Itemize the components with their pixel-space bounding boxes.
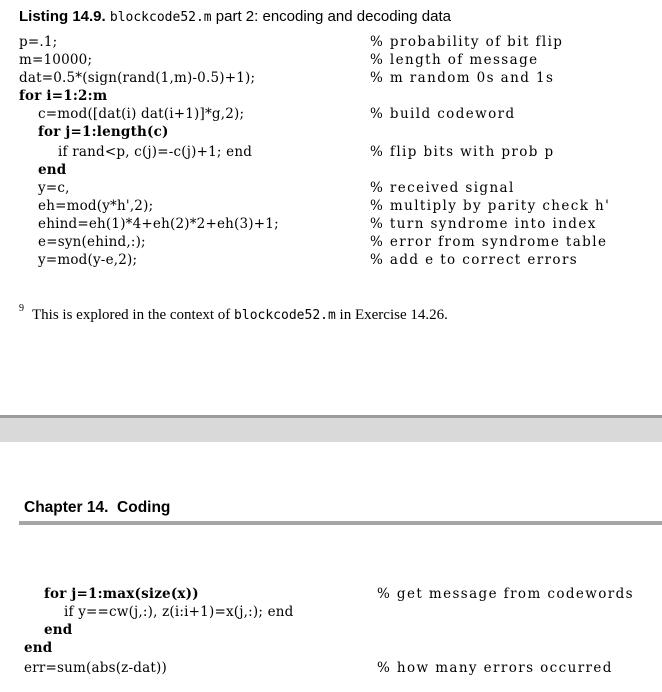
- code-line: y=c,: [38, 180, 70, 196]
- chapter-header: Chapter 14. Coding: [24, 499, 171, 516]
- code-line: for i=1:2:m: [19, 88, 108, 104]
- code-line: p=.1;: [19, 34, 58, 50]
- code-line: y=mod(y-e,2);: [38, 252, 138, 268]
- code-line: dat=0.5*(sign(rand(1,m)-0.5)+1);: [19, 70, 256, 86]
- code-line: c=mod([dat(i) dat(i+1)]*g,2);: [38, 106, 245, 122]
- code-line: end: [24, 640, 53, 656]
- code-line: end: [38, 162, 67, 178]
- footnote-filename: blockcode52.m: [234, 308, 336, 323]
- listing-filename: blockcode52.m: [109, 10, 212, 25]
- footnote-mark: 9: [19, 303, 24, 314]
- code-line: eh=mod(y*h',2);: [38, 198, 154, 214]
- code-comment: % received signal: [370, 180, 515, 196]
- code-comment: % multiply by parity check h': [370, 198, 611, 214]
- footnote-text: This is explored in the context of: [32, 307, 235, 323]
- code-comment: % turn syndrome into index: [370, 216, 597, 232]
- chapter-rule: [19, 521, 662, 525]
- code-comment: % length of message: [370, 52, 539, 68]
- code-line: end: [44, 622, 73, 638]
- code-comment: % add e to correct errors: [370, 252, 579, 268]
- code-line: m=10000;: [19, 52, 93, 68]
- listing-caption-text: part 2: encoding and decoding data: [211, 8, 451, 25]
- code-line: if y==cw(j,:), z(i:i+1)=x(j,:); end: [64, 604, 294, 620]
- code-comment: % how many errors occurred: [377, 660, 613, 676]
- code-comment: % build codeword: [370, 106, 516, 122]
- code-line: ehind=eh(1)*4+eh(2)*2+eh(3)+1;: [38, 216, 279, 232]
- code-line: err=sum(abs(z-dat)): [24, 660, 167, 676]
- code-line: if rand<p, c(j)=-c(j)+1; end: [58, 144, 253, 160]
- code-comment: % error from syndrome table: [370, 234, 608, 250]
- footnote: [19, 305, 448, 324]
- listing-caption: [19, 8, 451, 25]
- code-line: for j=1:max(size(x)): [44, 586, 199, 602]
- code-line: for j=1:length(c): [38, 124, 169, 140]
- code-comment: % get message from codewords: [377, 586, 634, 602]
- code-comment: % m random 0s and 1s: [370, 70, 555, 86]
- page-gap: [0, 415, 662, 442]
- code-line: e=syn(ehind,:);: [38, 234, 146, 250]
- code-comment: % probability of bit flip: [370, 34, 564, 50]
- page-edge-line: [0, 415, 662, 418]
- code-comment: % flip bits with prob p: [370, 144, 555, 160]
- listing-number: Listing 14.9.: [19, 8, 106, 25]
- footnote-text-end: in Exercise 14.26.: [335, 307, 448, 323]
